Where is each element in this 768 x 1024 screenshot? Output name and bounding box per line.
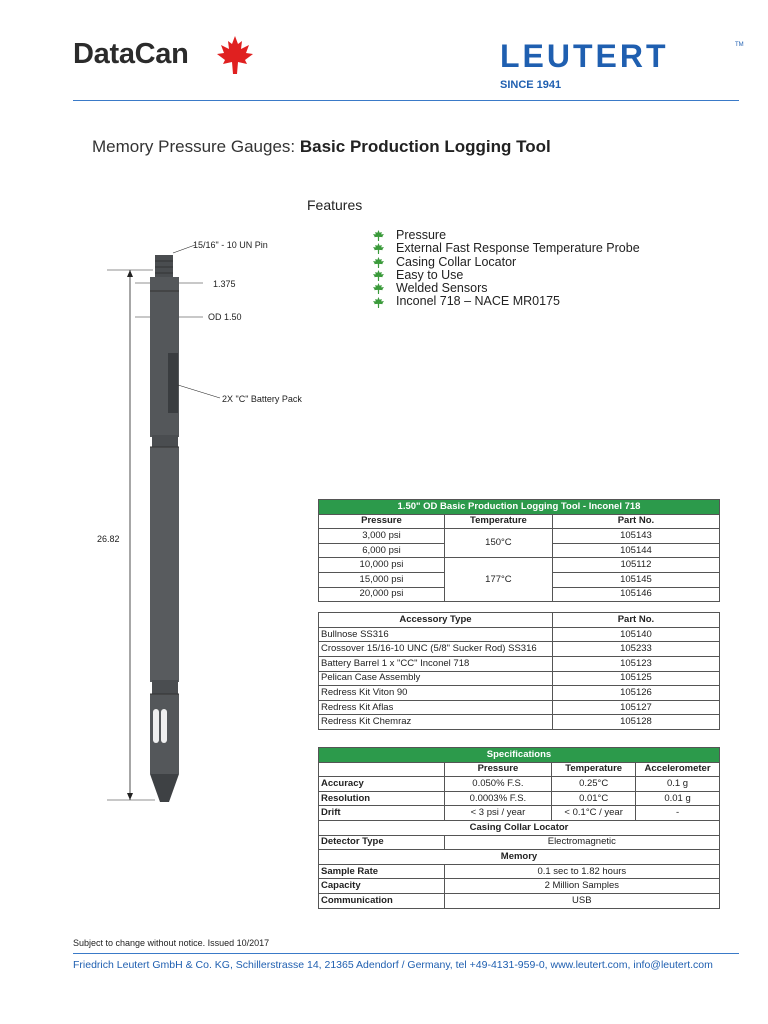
specifications-table [318, 747, 720, 909]
spec-col-temperature: Temperature [552, 762, 636, 777]
table-row: 3,000 psi 150°C 105143 [319, 529, 720, 544]
temp-group-2: 177°C [444, 558, 552, 602]
company-address: Friedrich Leutert GmbH & Co. KG, Schillerstrasse 14, 21365 Adendorf / Germany, tel +49-4131-959-0, www.leutert.com, info@leutert.com [73, 959, 713, 971]
feature-text: Easy to Use [396, 267, 464, 282]
maple-bullet-icon [373, 230, 384, 241]
table-row: Battery Barrel 1 x "CC" Inconel 718 105123 [319, 656, 720, 671]
col-temperature: Temperature [444, 514, 552, 529]
table-row: Pelican Case Assembly 105125 [319, 671, 720, 686]
header-divider [73, 100, 739, 101]
table-row: Drift < 3 psi / year < 0.1°C / year - [319, 806, 720, 821]
memory-heading: Memory [319, 850, 720, 865]
od-label: OD 1.50 [208, 312, 242, 322]
col-accessory-type: Accessory Type [319, 613, 553, 628]
table-row: 6,000 psi 105144 [319, 543, 720, 558]
col-part-no: Part No. [552, 514, 719, 529]
list-item [373, 282, 640, 295]
tool-drawing [95, 225, 225, 815]
table-row: Resolution 0.0003% F.S. 0.01°C 0.01 g [319, 791, 720, 806]
table-row: Communication USB [319, 893, 720, 908]
page-title [92, 137, 551, 157]
tool-table-title: 1.50" OD Basic Production Logging Tool - Inconel 718 [319, 500, 720, 515]
maple-bullet-icon [373, 257, 384, 268]
list-item [373, 242, 640, 255]
ccl-heading: Casing Collar Locator [319, 820, 720, 835]
title-lead: Memory Pressure Gauges: [92, 137, 300, 156]
pin-label: 15/16" - 10 UN Pin [193, 240, 268, 250]
spec-table-title: Specifications [319, 748, 720, 763]
feature-text: Pressure [396, 228, 447, 242]
table-spacer [319, 602, 720, 613]
table-row: 15,000 psi 105145 [319, 572, 720, 587]
trademark-mark: TM [735, 42, 744, 48]
table-row: Redress Kit Viton 90 105126 [319, 686, 720, 701]
list-item [373, 256, 640, 269]
footer-divider [73, 953, 739, 954]
table-row: Capacity 2 Million Samples [319, 879, 720, 894]
feature-text: Welded Sensors [396, 281, 488, 296]
battery-label: 2X "C" Battery Pack [222, 394, 302, 404]
table-row: Bullnose SS316 105140 [319, 627, 720, 642]
features-heading: Features [307, 197, 363, 213]
table-row: Detector Type Electromagnetic [319, 835, 720, 850]
temp-group-1: 150°C [444, 529, 552, 558]
table-row: 10,000 psi 177°C 105112 [319, 558, 720, 573]
since-tagline: SINCE 1941 [500, 79, 562, 91]
table-row: 20,000 psi 105146 [319, 587, 720, 602]
tool-table [318, 499, 720, 730]
issue-note: Subject to change without notice. Issued 10/2017 [73, 938, 270, 948]
feature-text: Casing Collar Locator [396, 254, 517, 269]
table-row: Redress Kit Chemraz 105128 [319, 715, 720, 730]
maple-bullet-icon [373, 243, 384, 254]
table-row: Redress Kit Aflas 105127 [319, 700, 720, 715]
dim-1375-label: 1.375 [213, 279, 236, 289]
features-list [373, 229, 640, 309]
maple-leaf-icon [214, 34, 256, 76]
col-accessory-part: Part No. [552, 613, 719, 628]
leutert-logo-text: LEUTERT [500, 38, 669, 74]
feature-text: Inconel 718 – NACE MR0175 [396, 294, 560, 309]
title-main: Basic Production Logging Tool [299, 137, 551, 156]
length-label: 26.82 [97, 534, 120, 544]
maple-bullet-icon [373, 270, 384, 281]
col-pressure: Pressure [319, 514, 445, 529]
table-row: Crossover 15/16-10 UNC (5/8" Sucker Rod) SS316 105233 [319, 642, 720, 657]
list-item [373, 269, 640, 282]
list-item [373, 229, 640, 242]
maple-bullet-icon [373, 283, 384, 294]
table-row: Accuracy 0.050% F.S. 0.25°C 0.1 g [319, 777, 720, 792]
table-row: Sample Rate 0.1 sec to 1.82 hours [319, 864, 720, 879]
datacan-logo-text: DataCan [73, 38, 189, 70]
spec-col-pressure: Pressure [444, 762, 552, 777]
spec-col-accelerometer: Accelerometer [636, 762, 720, 777]
feature-text: External Fast Response Temperature Probe [396, 241, 640, 256]
list-item [373, 295, 640, 308]
maple-bullet-icon [373, 297, 384, 308]
